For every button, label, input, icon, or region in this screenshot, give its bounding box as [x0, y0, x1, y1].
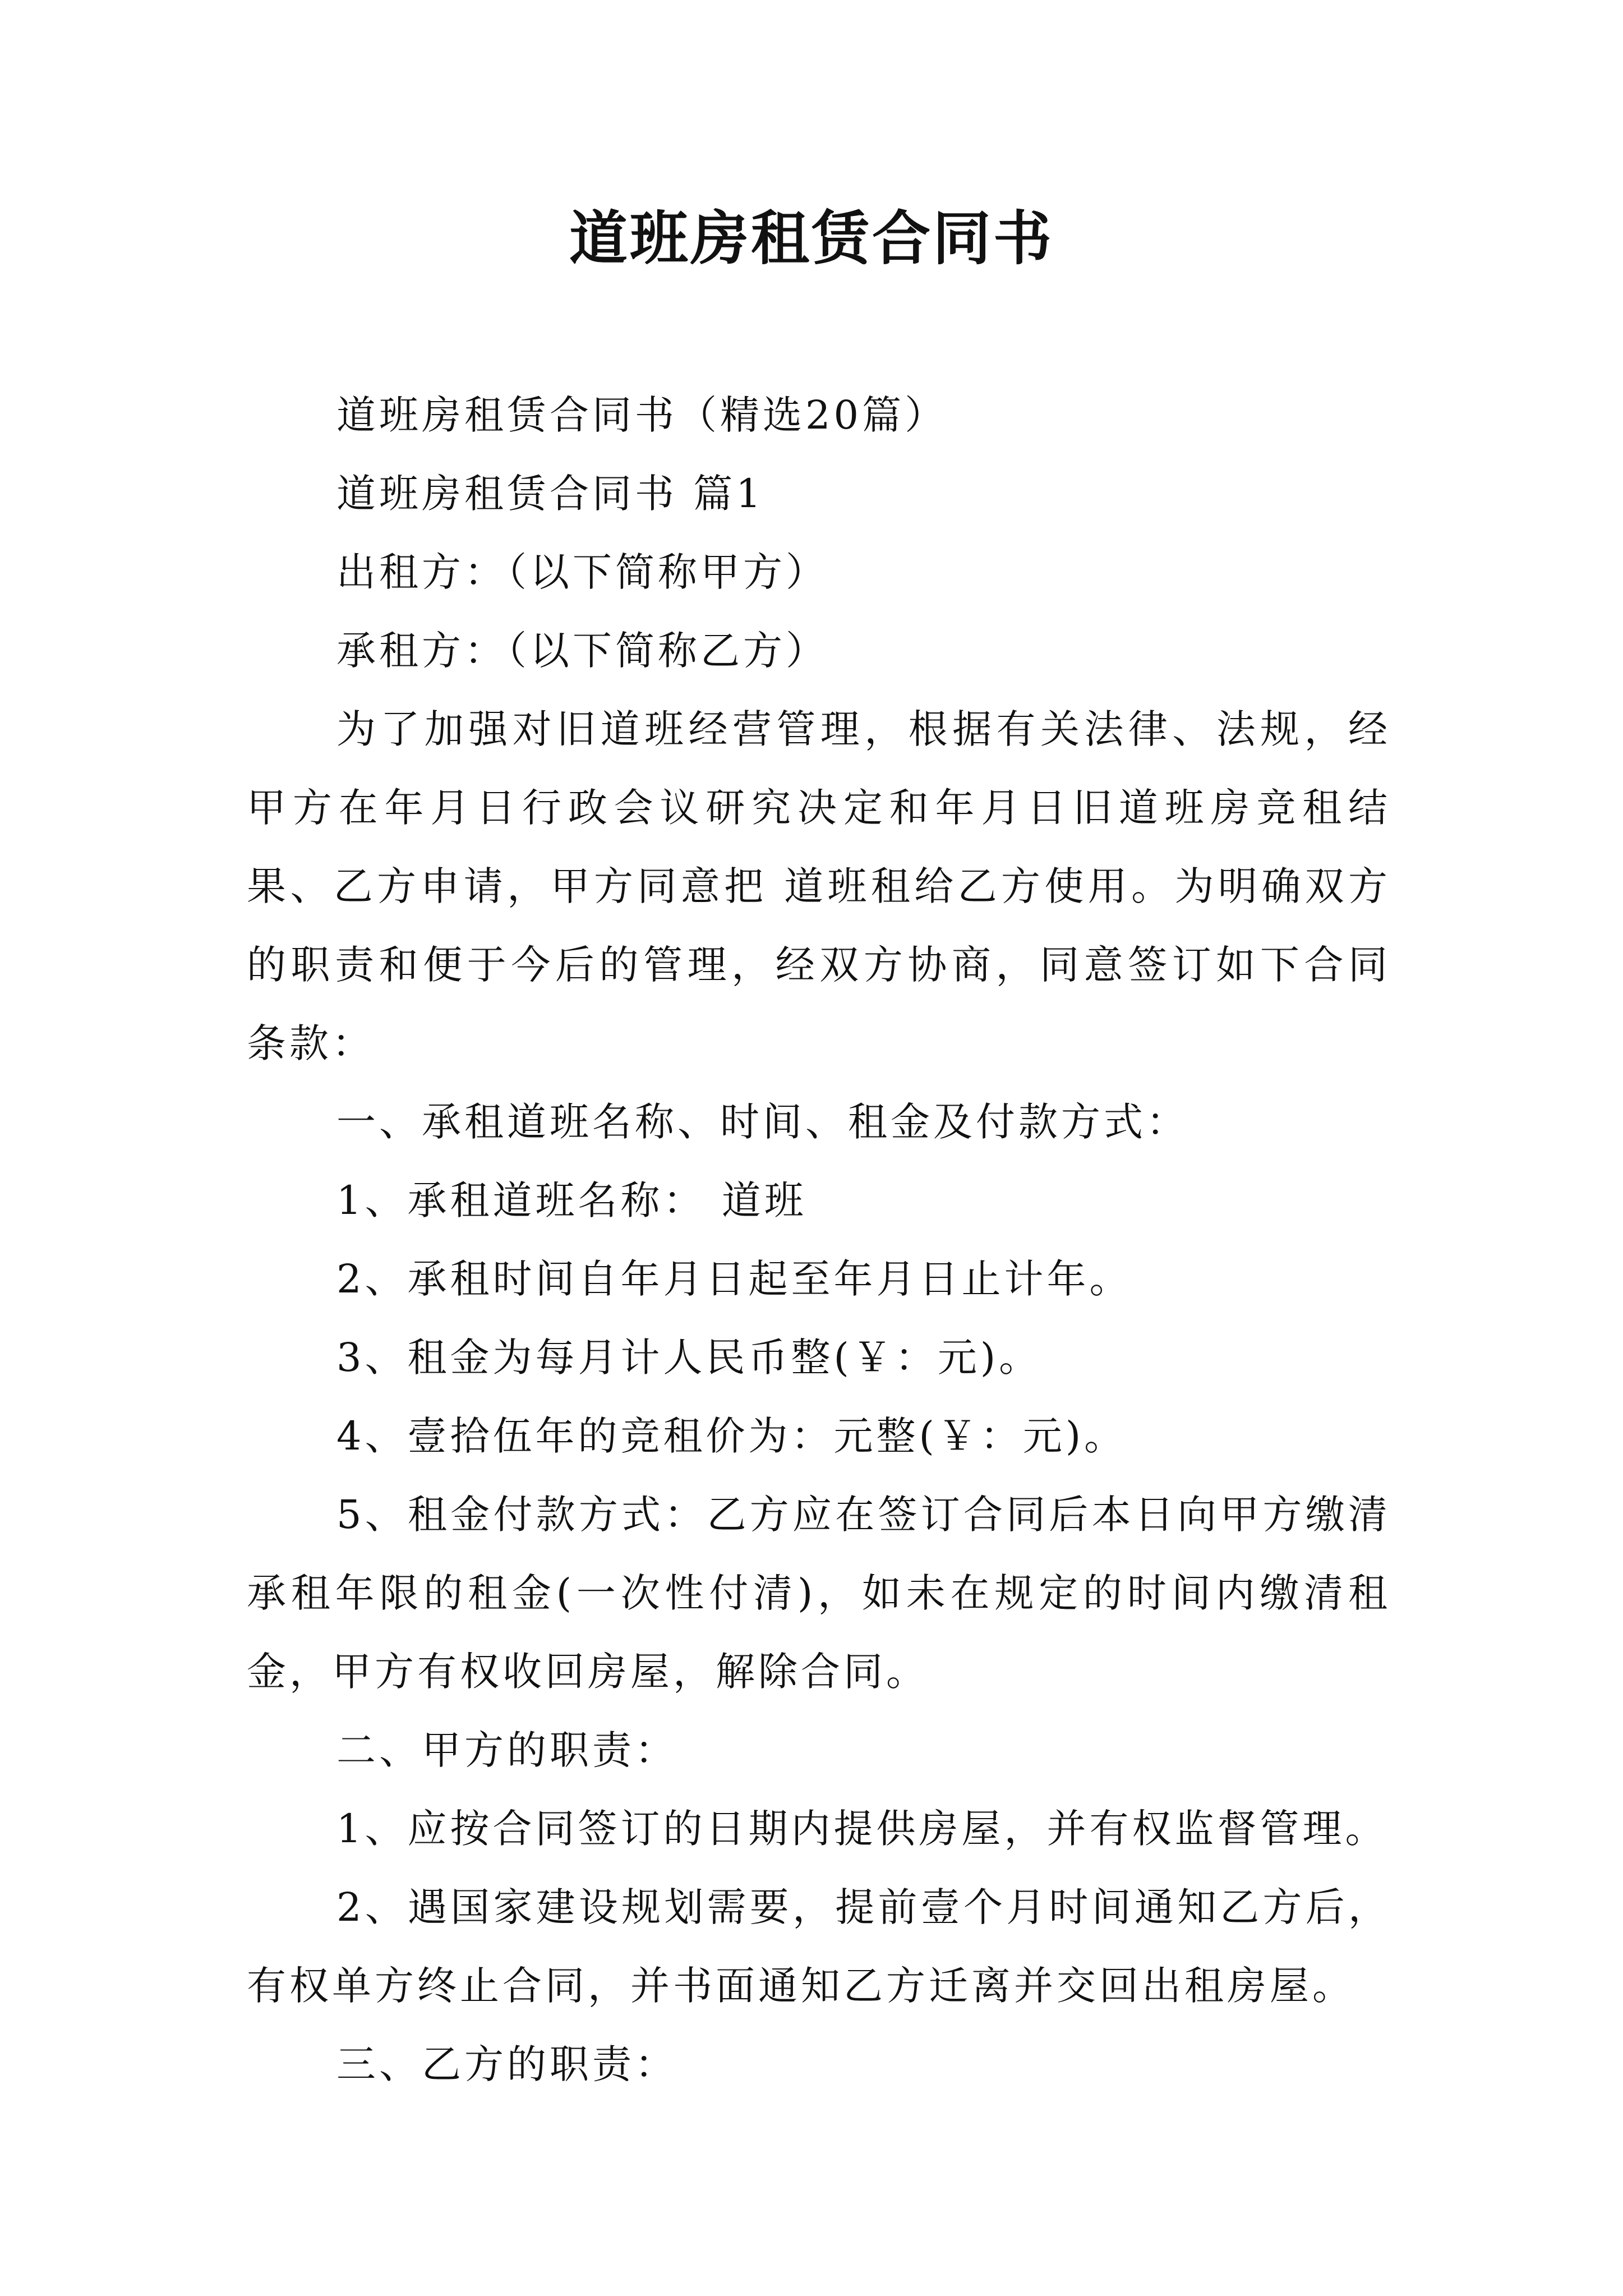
paragraph-lessor: 出租方：（以下简称甲方） — [336, 549, 828, 595]
paragraph-clause-1-heading: 一、承租道班名称、时间、租金及付款方式： — [336, 1099, 1189, 1145]
paragraph-clause-1-1: 1、承租道班名称： 道班 — [336, 1177, 807, 1223]
paragraph-clause-1-2: 2、承租时间自年月日起至年月日止计年。 — [336, 1256, 1132, 1302]
document-body — [247, 376, 1391, 2104]
paragraph-clause-1-3: 3、租金为每月计人民币整(￥：元)。 — [336, 1335, 1042, 1381]
paragraph-lessee: 承租方：（以下简称乙方） — [336, 628, 828, 674]
paragraph-clause-1-4: 4、壹拾伍年的竞租价为：元整(￥：元)。 — [336, 1413, 1127, 1459]
paragraph-preamble: 为了加强对旧道班经营管理，根据有关法律、法规，经甲方在年月日行政会议研究决定和年月日旧道班房竞租结果、乙方申请，甲方同意把 道班租给乙方使用。为明确双方的职责和便于今后的管理，经双方协商，同意签订如下合同条款： — [247, 706, 1391, 1066]
paragraph-section-heading: 道班房租赁合同书 篇1 — [336, 471, 764, 517]
paragraph-clause-2-1: 1、应按合同签订的日期内提供房屋，并有权监督管理。 — [336, 1806, 1388, 1852]
paragraph-clause-2-2: 2、遇国家建设规划需要，提前壹个月时间通知乙方后，有权单方终止合同，并书面通知乙方迁离并交回出租房屋。 — [247, 1884, 1391, 2009]
paragraph-clause-1-5: 5、租金付款方式：乙方应在签订合同后本日向甲方缴清承租年限的租金(一次性付清)，如未在规定的时间内缴清租金，甲方有权收回房屋，解除合同。 — [247, 1492, 1391, 1695]
paragraph-clause-2-heading: 二、甲方的职责： — [336, 1727, 677, 1773]
paragraph-clause-3-heading: 三、乙方的职责： — [336, 2041, 677, 2087]
paragraph-subtitle: 道班房租赁合同书（精选20篇） — [336, 392, 948, 438]
document-title: 道班房租赁合同书 — [569, 204, 1054, 273]
